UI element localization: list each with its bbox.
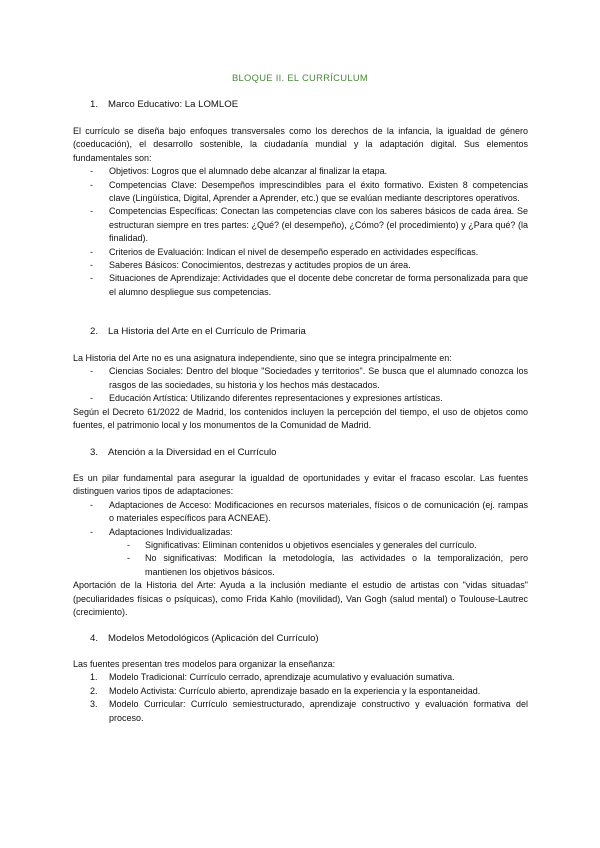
list-item: - Ciencias Sociales: Dentro del bloque "Sociedades y territorios". Se busca que el alumnado conozca los rasgos de las sociedades, su historia y los hechos más destacados. (90, 366, 528, 390)
section-3-body (73, 472, 528, 619)
document-title: BLOQUE II. EL CURRÍCULUM (231, 72, 369, 83)
list-item: - Competencias Específicas: Conectan las competencias clave con los saberes básicos de cada área. Se estructuran siempre en tres partes: ¿Qué? (el desempeño), ¿Cómo? (el procedimiento) y ¿Para qué? (la finalidad). (90, 206, 528, 244)
section-1-intro: El currículo se diseña bajo enfoques transversales como los derechos de la infancia, la igualdad de género (coeducación), el desarrollo sostenible, la ciudadanía mundial y la adaptación digital. Sus elementos fundamentales son: (73, 126, 528, 163)
section-4-heading (90, 632, 319, 645)
section-1-heading (90, 98, 238, 111)
list-item: - Educación Artística: Utilizando diferentes representaciones y expresiones artísticas. (90, 393, 443, 404)
section-2-heading (90, 325, 306, 338)
list-item: - Significativas: Eliminan contenidos u objetivos esenciales y generales del currículo. (127, 540, 477, 551)
section-3-list (73, 499, 528, 539)
list-item: - Situaciones de Aprendizaje: Actividades que el docente debe concretar de forma personalizada para que el alumno despliegue sus competencias. (90, 273, 528, 297)
list-item: - Objetivos: Logros que el alumnado debe alcanzar al finalizar la etapa. (90, 166, 388, 177)
section-3-outro: Aportación de la Historia del Arte: Ayuda a la inclusión mediante el estudio de artistas con "vidas situadas" (peculiaridades físicas o psíquicas), como Frida Kahlo (movilidad), Van Gogh (salud mental) o Toulouse-Lautrec (crecimiento). (73, 580, 528, 618)
list-item: - No significativas: Modifican la metodología, las actividades o la temporalización, pero mantienen los objetivos básicos. (127, 553, 528, 577)
section-3-sublist (73, 539, 528, 579)
section-4-number: 4. (90, 633, 99, 644)
section-4-title: Modelos Metodológicos (Aplicación del Currículo) (108, 633, 319, 644)
section-2-number: 2. (90, 326, 99, 337)
section-1-number: 1. (90, 99, 99, 110)
section-3-heading (90, 446, 277, 459)
list-item: 2. Modelo Activista: Currículo abierto, aprendizaje basado en la experiencia y la espontaneidad. (90, 685, 481, 696)
list-item: - Competencias Clave: Desempeños imprescindibles para el éxito formativo. Existen 8 competencias clave (Lingüística, Digital, Aprender a Aprender, etc.) que se evalúan mediante descriptores operativos. (90, 179, 528, 204)
section-1-list (73, 165, 528, 299)
section-1-title: Marco Educativo: La LOMLOE (108, 99, 239, 110)
section-3-number: 3. (90, 447, 99, 458)
section-3-title: Atención a la Diversidad en el Currículo (108, 447, 277, 458)
list-item: - Adaptaciones Individualizadas: (90, 526, 233, 537)
list-item: - Adaptaciones de Acceso: Modificaciones en recursos materiales, físicos o de comunicación (ej. rampas o materiales específicos para ACNEAE). (90, 499, 528, 524)
section-2-outro: Según el Decreto 61/2022 de Madrid, los contenidos incluyen la percepción del tiempo, el uso de objetos como fuentes, el patrimonio local y los monumentos de la Comunidad de Madrid. (73, 406, 528, 431)
section-1-body (73, 125, 528, 299)
section-2-body (73, 352, 528, 432)
section-3-intro: Es un pilar fundamental para asegurar la igualdad de oportunidades y evitar el fracaso escolar. Las fuentes distinguen varios tipos de adaptaciones: (73, 473, 528, 497)
list-item: 1. Modelo Tradicional: Currículo cerrado, aprendizaje acumulativo y evaluación sumativa. (90, 672, 455, 683)
list-item: - Saberes Básicos: Conocimientos, destrezas y actitudes propios de un área. (90, 260, 411, 271)
section-4-intro: Las fuentes presentan tres modelos para organizar la enseñanza: (73, 659, 336, 669)
list-item: - Criterios de Evaluación: Indican el nivel de desempeño esperado en actividades específicas. (90, 246, 479, 257)
section-4-list (73, 671, 528, 725)
section-2-title: La Historia del Arte en el Currículo de Primaria (108, 326, 306, 337)
section-2-intro: La Historia del Arte no es una asignatura independiente, sino que se integra principalmente en: (73, 353, 452, 363)
list-item: 3. Modelo Curricular: Currículo semiestructurado, aprendizaje constructivo y evaluación formativa del proceso. (90, 699, 528, 723)
section-4-body (73, 658, 528, 725)
section-2-list (73, 365, 528, 405)
